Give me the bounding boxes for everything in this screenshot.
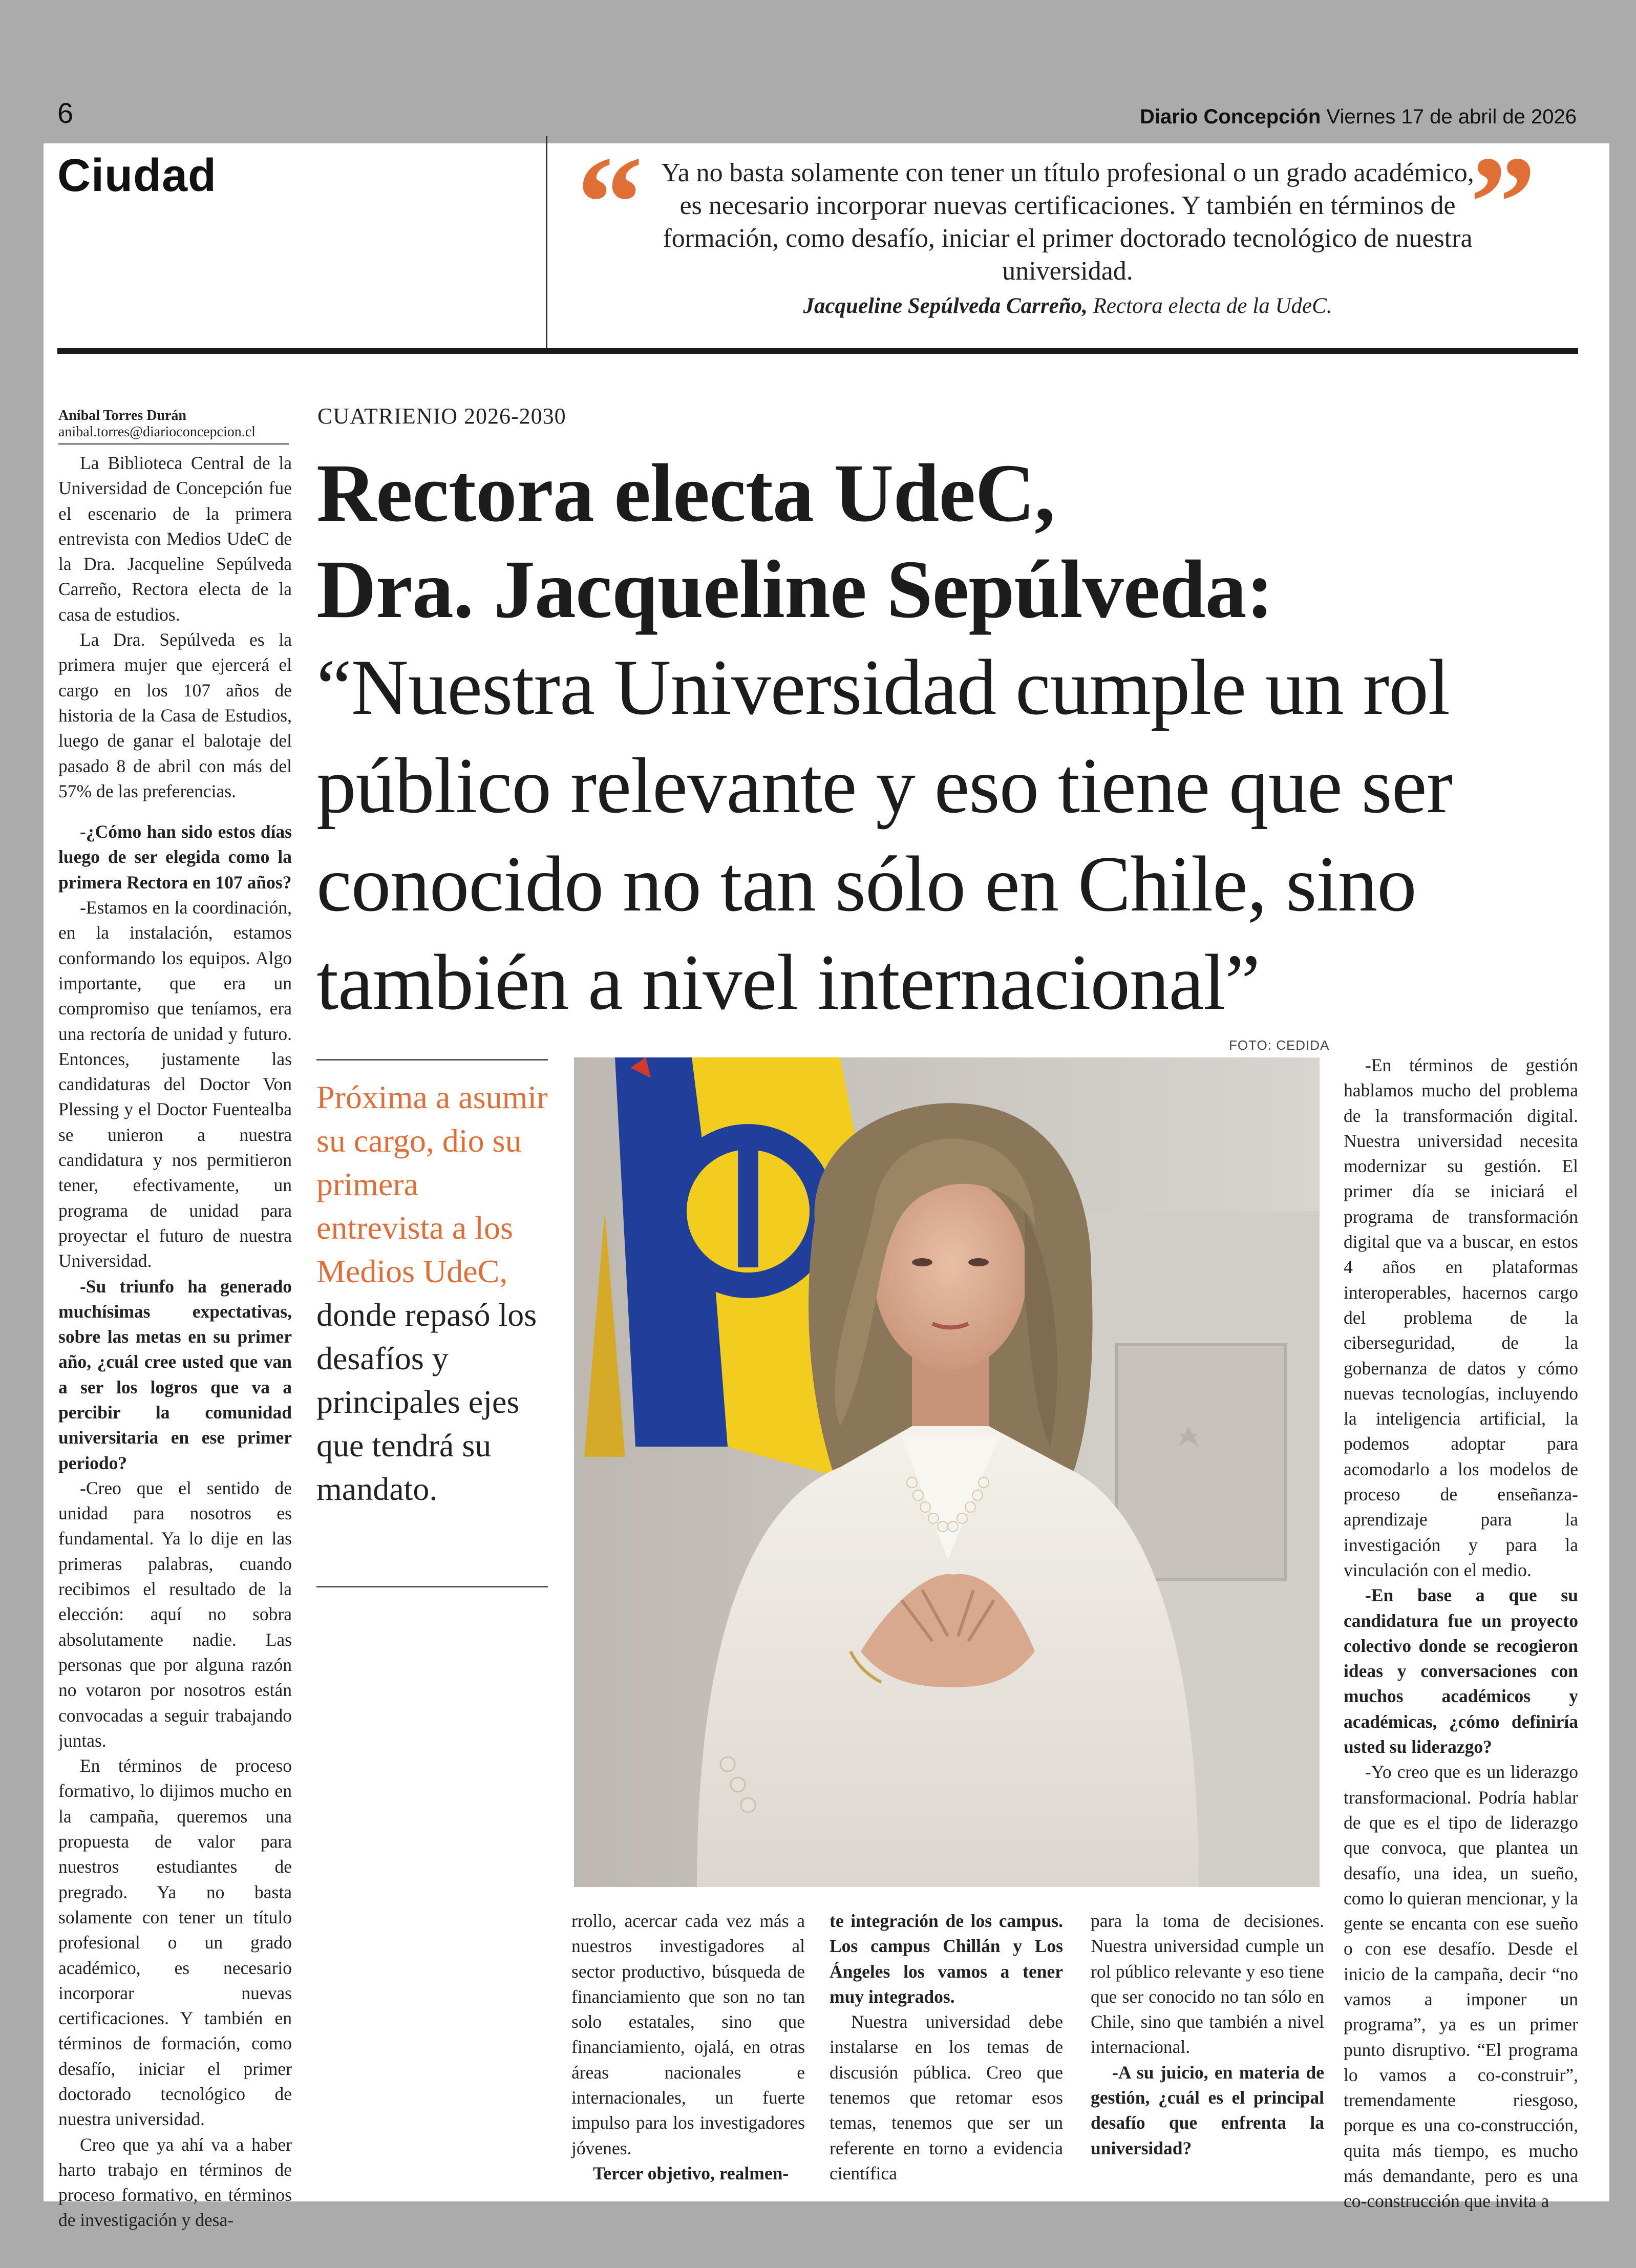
body-paragraph: La Dra. Sepúlveda es la primera mujer que ejercerá el cargo en los 107 años de historia de la Casa de Estudios, luego de ganar el balotaje del pasado 8 de abril con más del 57% de las preferencias. <box>58 629 292 801</box>
body-paragraph: Creo que ya ahí va a haber harto trabajo en términos de proceso formativo, en términos de investigación y desa- <box>58 2134 292 2231</box>
body-column-b2 <box>830 1909 1063 2186</box>
body-column-b1 <box>571 1909 805 2186</box>
byline <box>58 408 289 444</box>
pull-quote-role: Rectora electa de la UdeC. <box>1087 294 1332 318</box>
headline-quote: “Nuestra Universidad cumple un rol público relevante y eso tiene que ser conocido no tan sólo en Chile, sino también a nivel internacional” <box>316 643 1453 1026</box>
open-quote-icon: “ <box>577 129 643 277</box>
body-column-4 <box>1344 1053 1578 2214</box>
body-column-1 <box>58 451 292 2233</box>
body-paragraph: -Estamos en la coordinación, en la instalación, estamos conformando los equipos. Algo importante, que era un compromiso que teníamos, era una rectoría de unidad y futuro. Entonces, justamente las candidaturas del Doctor Von Plessing y el Doctor Fuentealba se unieron a nuestra candidatura y nos permitieron tener, efectivamente, un programa de unidad para proyectar el futuro de nuestra Universidad. <box>58 897 292 1271</box>
body-lead: Tercer objetivo, realmen- <box>593 2163 789 2184</box>
body-paragraph: En términos de proceso formativo, lo dijimos mucho en la campaña, queremos una propuesta de valor para nuestros estudiantes de pregrado. Ya no basta solamente con tener un título profesional o un grado académico, es necesario incorporar nuevas certificaciones. Y también en términos de formación, como desafío, iniciar el primer doctorado tecnológico de nuestra universidad. <box>58 1755 292 2130</box>
deck-rest: donde repasó los desafíos y principales ejes que tendrá su mandato. <box>316 1297 537 1507</box>
body-paragraph: -Yo creo que es un liderazgo transformacional. Podría hablar de que es el tipo de liderazgo que convoca, que plantea un desafío, una idea, un sueño, como lo quieran mencionar, y la gente se encanta con ese sueño o con ese desafío. Desde el inicio de la campaña, decir “no vamos a imponer un programa”, ya es un primer punto disruptivo. “El programa lo vamos a co-construir”, tremendamente riesgoso, porque es una co-construcción, quita más tiempo, es mucho más demandante, pero es una co-construcción que invita a <box>1344 1762 1578 2212</box>
body-bold-text: te integración de los campus. Los campus Chillán y Los Ángeles los vamos a tener muy integrados. <box>830 1911 1063 2007</box>
deck-rule-top <box>316 1059 548 1061</box>
interview-question: -Su triunfo ha generado muchísimas expectativas, sobre las metas en su primer año, ¿cuál cree usted que van a ser los logros que va a percibir la comunidad universitaria en ese primer periodo? <box>58 1276 292 1473</box>
newspaper-name: Diario Concepción <box>1139 105 1321 128</box>
rector-photo <box>574 1057 1320 1887</box>
deck-rule-bottom <box>316 1586 548 1587</box>
issue-date: Viernes 17 de abril de 2026 <box>1326 105 1577 128</box>
photo-credit: FOTO: CEDIDA <box>1229 1037 1330 1053</box>
body-paragraph: -Creo que el sentido de unidad para nosotros es fundamental. Ya lo dije en las primeras palabras, cuando recibimos el resultado de la elección: aquí no sobra absolutamente nadie. Las personas que por alguna razón no votaron por nosotros están convocadas a seguir trabajando juntas. <box>58 1477 292 1751</box>
deck-accent: Próxima a asumir su cargo, dio su primera entrevista a los Medios UdeC, <box>316 1079 548 1289</box>
close-quote-icon: ” <box>1470 129 1536 277</box>
body-paragraph: -En términos de gestión hablamos mucho del problema de la transformación digital. Nuestra universidad necesita modernizar su gestión. El primer día se iniciará el programa de transformación digital que va a buscar, en estos 4 años en plataformas interoperables, hacernos cargo del problema de la ciberseguridad, de la gobernanza de datos y cómo nuevas tecnologías, incluyendo la inteligencia artificial, la podemos adoptar para acomodarlo a los modelos de proceso de enseñanza-aprendizaje para la investigación y para la vinculación con el medio. <box>1344 1055 1578 1580</box>
masthead <box>1140 105 1577 129</box>
body-column-b3 <box>1091 1909 1324 2161</box>
page-number: 6 <box>57 97 74 129</box>
pull-quote-text: Ya no basta solamente con tener un título profesional o un grado académico, es necesario incorporar nuevas certificaciones. Y también en términos de formación, como desafío, iniciar el primer doctorado tecnológico de nuestra universidad. <box>661 158 1474 286</box>
kicker: CUATRIENIO 2026-2030 <box>317 404 566 429</box>
headline <box>316 446 1586 1031</box>
headline-line-1: Rectora electa UdeC, <box>316 448 1055 539</box>
pull-quote-attribution <box>661 293 1475 319</box>
body-paragraph: La Biblioteca Central de la Universidad de Concepción fue el escenario de la primera entrevista con Medios UdeC de la Dra. Jacqueline Sepúlveda Carreño, Rectora electa de la casa de estudios. <box>58 453 292 625</box>
body-paragraph: para la toma de decisiones. Nuestra universidad cumple un rol público relevante y eso tiene que ser conocido no tan sólo en Chile, sino que también a nivel internacional. <box>1091 1911 1324 2058</box>
header-rule <box>57 348 1578 354</box>
interview-question: -A su juicio, en materia de gestión, ¿cuál es el principal desafío que enfrenta la universidad? <box>1091 2062 1324 2158</box>
interview-question: -¿Cómo han sido estos días luego de ser elegida como la primera Rectora en 107 años? <box>58 821 292 893</box>
body-paragraph: Nuestra universidad debe instalarse en los temas de discusión pública. Creo que tenemos que retomar esos temas, tenemos que ser un referente en torno a evidencia científica <box>830 2011 1063 2184</box>
byline-name: Aníbal Torres Durán <box>58 408 186 423</box>
headline-line-2: Dra. Jacqueline Sepúlveda: <box>316 544 1273 635</box>
header-divider <box>546 136 547 351</box>
rector-photo-illustration <box>574 1057 1320 1887</box>
section-title: Ciudad <box>57 150 217 201</box>
byline-email: anibal.torres@diarioconcepcion.cl <box>58 424 289 444</box>
interview-question: -En base a que su candidatura fue un proyecto colectivo donde se recogieron ideas y conversaciones con muchos académicos y académicas, ¿cómo definiría usted su liderazgo? <box>1344 1585 1578 1757</box>
body-paragraph: rrollo, acercar cada vez más a nuestros investigadores al sector productivo, búsqueda de financiamiento que son no tan solo estatales, sino que financiamiento, ojalá, en otras áreas nacionales e internacionales, un fuerte impulso para los investigadores jóvenes. <box>571 1911 805 2158</box>
deck <box>316 1075 548 1511</box>
pull-quote-author: Jacqueline Sepúlveda Carreño, <box>803 294 1088 318</box>
